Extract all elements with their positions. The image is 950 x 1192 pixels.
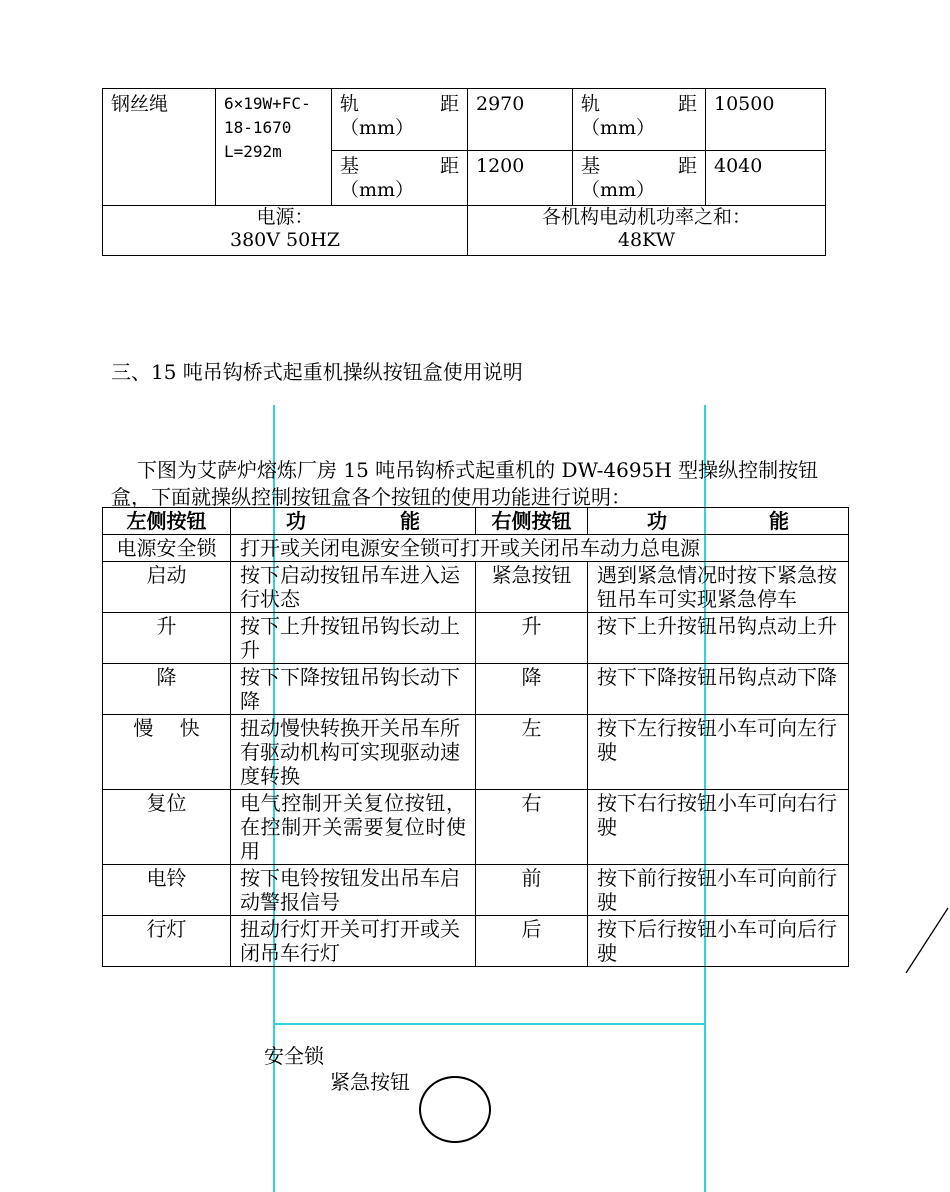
motor-power-cell (468, 206, 826, 256)
rope-label: 钢丝绳 (111, 93, 169, 115)
wheelbase-value: 1200 (468, 151, 573, 206)
left-button-name: 电铃 (103, 865, 231, 916)
table-row (103, 664, 849, 715)
right-button-function: 按下前行按钮小车可向前行驶 (588, 865, 849, 916)
unit-label: （mm） (340, 179, 415, 201)
table-row (103, 562, 849, 613)
rope-spec-line: 18-1670 (224, 118, 292, 137)
right-button-function: 按下右行按钮小车可向右行驶 (588, 790, 849, 865)
power-label: 电源： (256, 206, 314, 228)
power-supply-cell (103, 206, 468, 256)
left-button-function: 按下电铃按钮发出吊车启动警报信号 (231, 865, 476, 916)
rope-spec-cell (216, 89, 332, 206)
header-char: 功 (286, 509, 306, 533)
left-button-function: 按下下降按钮吊钩长动下降 (231, 664, 476, 715)
right-button-function: 遇到紧急情况时按下紧急按钮吊车可实现紧急停车 (588, 562, 849, 613)
safety-lock-button: 电源安全锁 (103, 535, 231, 562)
label-char: 轨 (340, 93, 360, 115)
left-button-function: 扭动行灯开关可打开或关闭吊车行灯 (231, 916, 476, 967)
label-char: 距 (439, 93, 459, 115)
emergency-button-label: 紧急按钮 (330, 1070, 410, 1094)
unit-label: （mm） (581, 117, 656, 139)
power-value: 380V 50HZ (230, 229, 340, 251)
label-char: 基 (581, 155, 601, 177)
header-right-function (588, 508, 849, 535)
safety-lock-function: 打开或关闭电源安全锁可打开或关闭吊车动力总电源 (231, 535, 849, 562)
label-char: 轨 (581, 93, 601, 115)
table-row (103, 613, 849, 664)
right-button-name: 紧急按钮 (476, 562, 588, 613)
wheelbase-label-cell-2 (573, 151, 706, 206)
section-heading: 三、15 吨吊钩桥式起重机操纵按钮盒使用说明 (111, 360, 523, 384)
label-char: 距 (677, 93, 697, 115)
label-char: 基 (340, 155, 360, 177)
right-button-name: 右 (476, 790, 588, 865)
left-button-function: 按下上升按钮吊钩长动上升 (231, 613, 476, 664)
track-gauge-value: 2970 (468, 89, 573, 151)
right-button-name: 前 (476, 865, 588, 916)
right-button-name: 左 (476, 715, 588, 790)
right-button-function: 按下左行按钮小车可向左行驶 (588, 715, 849, 790)
table-row (103, 916, 849, 967)
label-char: 距 (439, 155, 459, 177)
table-row (103, 865, 849, 916)
track-gauge-label-cell (332, 89, 468, 151)
unit-label: （mm） (340, 117, 415, 139)
diagonal-line (900, 900, 950, 980)
rope-spec-line: 6×19W+FC- (224, 94, 311, 113)
safety-lock-label: 安全锁 (264, 1044, 324, 1068)
right-button-name: 后 (476, 916, 588, 967)
table-header-row (103, 508, 849, 535)
right-button-function: 按下上升按钮吊钩点动上升 (588, 613, 849, 664)
buttons-table (102, 507, 849, 967)
emergency-button-circle (419, 1076, 491, 1143)
table-row (103, 535, 849, 562)
left-button-name: 升 (103, 613, 231, 664)
left-button-name: 慢 快 (103, 715, 231, 790)
header-right-button: 右侧按钮 (476, 508, 588, 535)
right-button-function: 按下下降按钮吊钩点动下降 (588, 664, 849, 715)
motor-power-label: 各机构电动机功率之和： (541, 206, 751, 228)
track-gauge-value-2: 10500 (706, 89, 826, 151)
track-gauge-label-cell-2 (573, 89, 706, 151)
left-button-function: 按下启动按钮吊车进入运行状态 (231, 562, 476, 613)
table-row (103, 790, 849, 865)
left-button-name: 启动 (103, 562, 231, 613)
intro-paragraph: 下图为艾萨炉熔炼厂房 15 吨吊钩桥式起重机的 DW-4695H 型操纵控制按钮盒，下面就操纵控制按钮盒各个按钮的使用功能进行说明： (111, 458, 819, 509)
header-char: 能 (400, 509, 420, 533)
left-button-name: 降 (103, 664, 231, 715)
left-button-function: 电气控制开关复位按钮，在控制开关需要复位时使用 (231, 790, 476, 865)
header-left-function (231, 508, 476, 535)
header-char: 功 (647, 509, 667, 533)
motor-power-value: 48KW (617, 229, 676, 251)
left-button-name: 复位 (103, 790, 231, 865)
right-button-name: 升 (476, 613, 588, 664)
rope-label-cell (103, 89, 216, 206)
wheelbase-label-cell (332, 151, 468, 206)
unit-label: （mm） (581, 179, 656, 201)
right-button-name: 降 (476, 664, 588, 715)
left-button-function: 扭动慢快转换开关吊车所有驱动机构可实现驱动速度转换 (231, 715, 476, 790)
header-left-button: 左侧按钮 (103, 508, 231, 535)
right-button-function: 按下后行按钮小车可向后行驶 (588, 916, 849, 967)
guide-line-horizontal (273, 1023, 706, 1025)
rope-spec-line: L=292m (224, 142, 282, 161)
spec-table (102, 88, 826, 256)
left-button-name: 行灯 (103, 916, 231, 967)
table-row (103, 715, 849, 790)
header-char: 能 (769, 509, 789, 533)
label-char: 距 (677, 155, 697, 177)
wheelbase-value-2: 4040 (706, 151, 826, 206)
